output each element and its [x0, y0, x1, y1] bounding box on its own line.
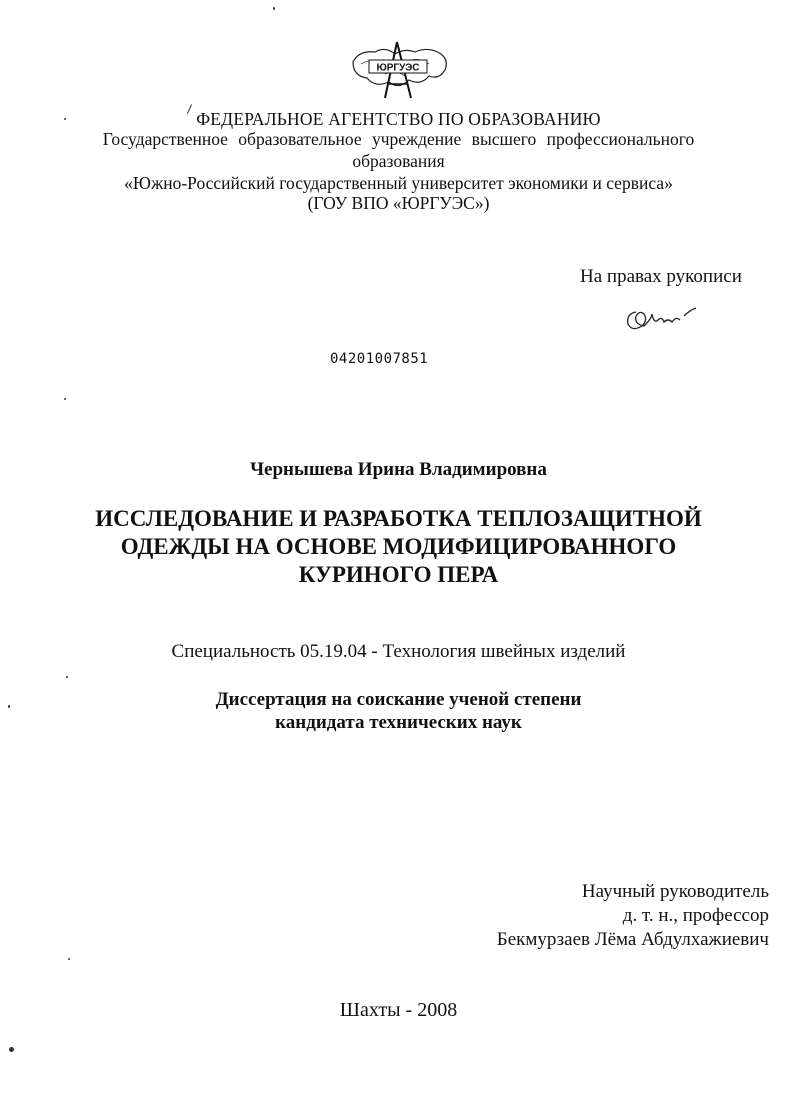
institution-line-1: Государственное образовательное учреждение высшего профессионального: [102, 129, 695, 149]
title-line: КУРИНОГО ПЕРА: [298, 562, 499, 587]
institution-line-2: образования: [352, 151, 445, 171]
scan-speck: [273, 7, 275, 10]
university-abbreviation: (ГОУ ВПО «ЮРГУЭС»): [307, 193, 490, 213]
specialty: Специальность 05.19.04 - Технология швейных изделий: [171, 641, 626, 662]
scan-speck: [68, 958, 70, 960]
dissertation-line: Диссертация на соискание ученой степени: [215, 689, 582, 710]
supervisor-name: Бекмурзаев Лёма Абдулхажиевич: [496, 929, 769, 950]
scan-speck: [8, 705, 10, 708]
city-year: Шахты - 2008: [339, 999, 458, 1021]
title-line: ОДЕЖДЫ НА ОСНОВЕ МОДИФИЦИРОВАННОГО: [120, 534, 677, 559]
supervisor-role: Научный руководитель: [581, 881, 769, 902]
university-logo: [345, 40, 455, 102]
scan-speck: [64, 398, 66, 400]
scan-speck: [66, 676, 68, 678]
university-name: «Южно-Российский государственный университет экономики и сервиса»: [124, 173, 673, 193]
logo-emblem-icon: [345, 40, 455, 102]
supervisor-block: [497, 880, 769, 952]
dissertation-title: [0, 505, 797, 589]
dissertation-line: кандидата технических наук: [275, 712, 522, 733]
agency-name: ФЕДЕРАЛЬНОЕ АГЕНТСТВО ПО ОБРАЗОВАНИЮ: [196, 109, 601, 129]
scan-speck: [9, 1047, 14, 1052]
signature-icon: [622, 304, 698, 334]
author-name: Чернышева Ирина Владимировна: [250, 459, 547, 480]
dissertation-statement: [0, 688, 797, 734]
handwritten-signature: [622, 304, 698, 334]
svg-text:ЮРГУЭС: ЮРГУЭС: [376, 62, 420, 74]
document-code: 04201007851: [330, 351, 429, 367]
supervisor-degree: д. т. н., профессор: [622, 905, 769, 926]
scan-speck: [64, 118, 66, 120]
manuscript-rights: На правах рукописи: [580, 266, 742, 287]
title-line: ИССЛЕДОВАНИЕ И РАЗРАБОТКА ТЕПЛОЗАЩИТНОЙ: [95, 506, 702, 531]
